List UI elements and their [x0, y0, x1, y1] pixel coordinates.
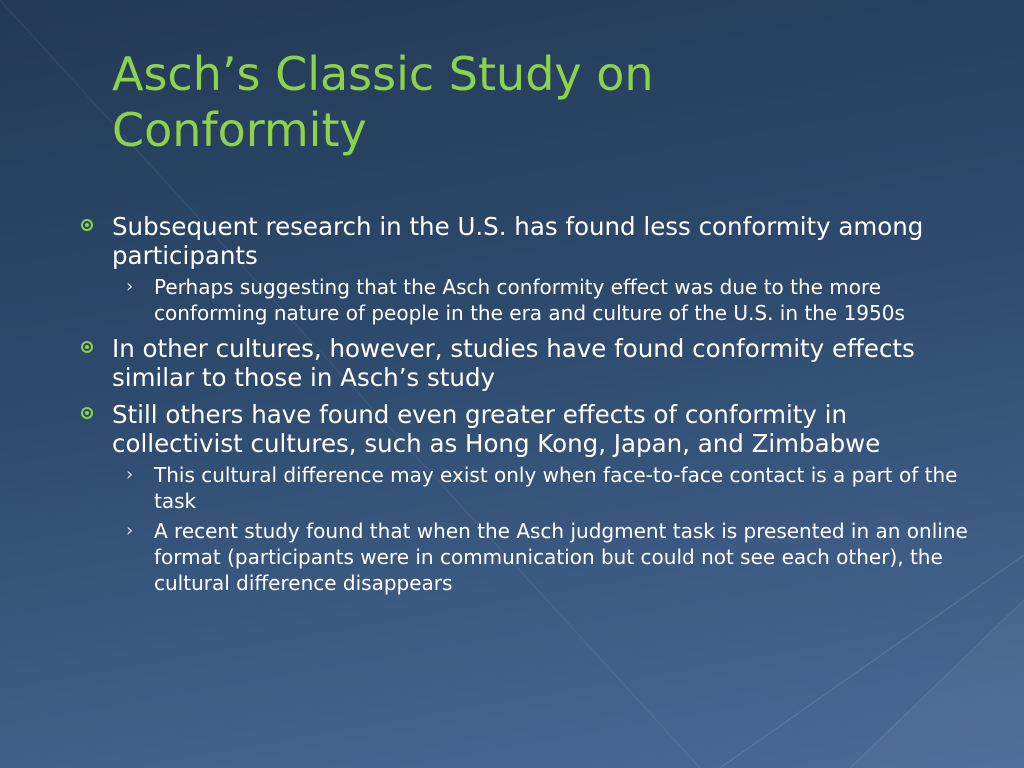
sub-bullet-item [120, 274, 978, 326]
sub-bullet-item [120, 462, 978, 514]
bullet-item [78, 400, 978, 458]
circle-dot-icon [81, 407, 93, 419]
circle-dot-icon [81, 341, 93, 353]
slide-content [78, 212, 978, 596]
slide-title: Asch’s Classic Study on Conformity [112, 47, 654, 157]
chevron-right-icon: › [126, 520, 134, 541]
bullet-text: Still others have found even greater effects of conformity in collectivist cultures, such as Hong Kong, Japan, and Zimbabwe [112, 400, 881, 458]
sub-bullet-text: Perhaps suggesting that the Asch conformity effect was due to the more conforming nature of people in the era and culture of the U.S. in the 1950s [154, 275, 905, 325]
circle-dot-icon [81, 219, 93, 231]
bullet-text: Subsequent research in the U.S. has found less conformity among participants [112, 212, 924, 270]
sub-bullet-text: This cultural difference may exist only when face-to-face contact is a part of the task [154, 463, 958, 513]
bullet-text: In other cultures, however, studies have found conformity effects similar to those in Asch’s study [112, 334, 915, 392]
chevron-right-icon: › [126, 464, 134, 485]
chevron-right-icon: › [126, 276, 134, 297]
sub-bullet-item [120, 518, 978, 596]
sub-bullet-text: A recent study found that when the Asch judgment task is presented in an online format (participants were in communication but could not see each other), the cultural difference disappears [154, 519, 968, 595]
bullet-item [78, 212, 978, 270]
bullet-item [78, 334, 978, 392]
